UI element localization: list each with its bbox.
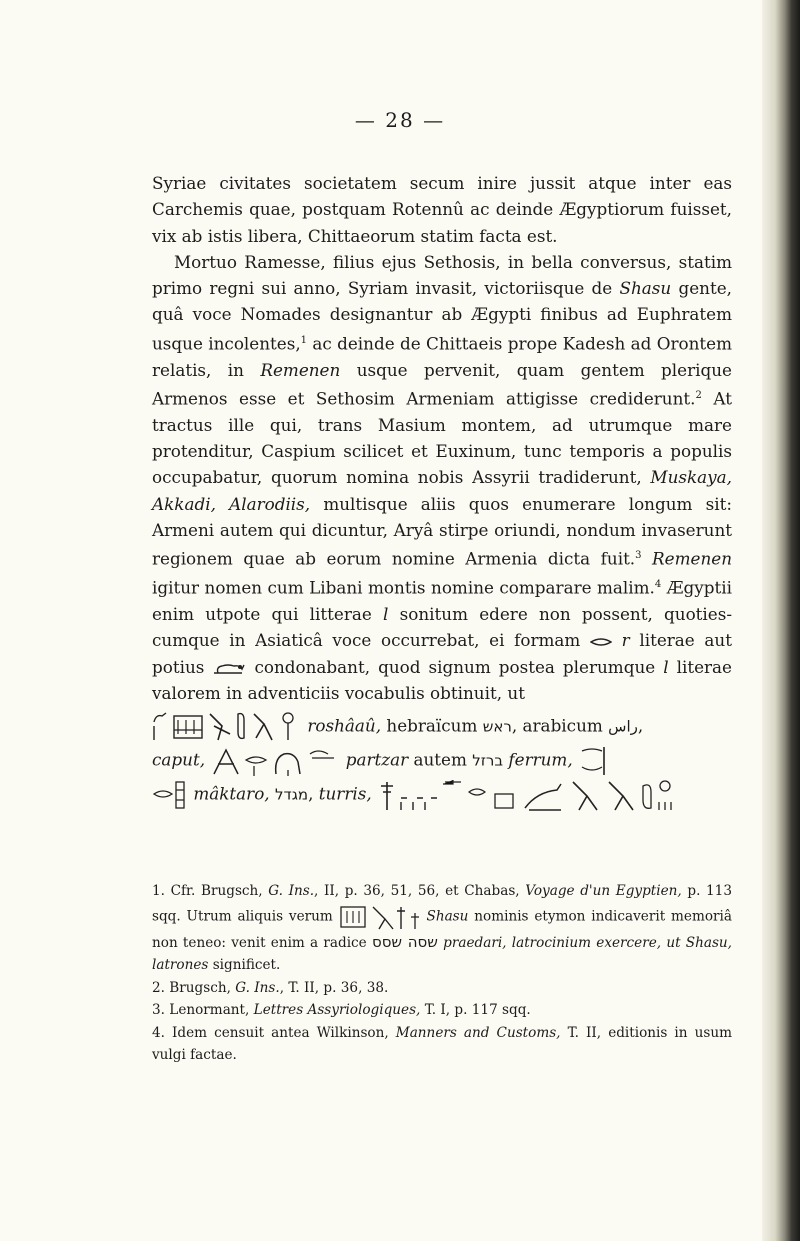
footnote-1: 1. Cfr. Brugsch, G. Ins., II, p. 36, 51, 56, et Chabas, Voyage d'un Egyptien, p. 113 sqq. Utrum aliquis verum Shasu nominis etymon indicaverit memoriâ non teneo: venit enim a radice שסה שסס praedari, latrocinium exercere, ut Shasu, latrones significet. [152, 883, 732, 973]
footnote-ref-1: 1 [300, 334, 308, 346]
hebrew-migdal: מגדל [274, 785, 309, 804]
metal-determinative-icon [578, 745, 608, 777]
footnotes [152, 880, 732, 1067]
page-number: — 28 — [354, 108, 446, 132]
arabic-ras: راس [608, 717, 638, 736]
footnote-ref-2: 2 [695, 389, 702, 401]
footnote-ref-3: 3 [635, 550, 642, 562]
paragraph-2: Mortuo Ramesse, filius ejus Sethosis, in bella conversus, statim primo regni sui anno, Syriam invasit, victoriisque de Shasu gente, quâ voce Nomades designantur ab Ægypti finibus ad Euphratem usque incolentes,$^1$ ac deinde de Chittaeis prope Kadesh ad Orontem relatis, in Remenen usque pervenit, quam gentem plerique Armenos esse et Sethosim Armeniam attigisse crediderunt.$^2$ At tractus ille qui, trans Masium montem, ad utrumque mare protenditur, Caspium scilicet et Euxinum, tunc temporis a populis occupabatur, quorum nomina nobis Assyrii tradiderunt, Muskaya, Akkadi, Alarodiis, multisque aliis quos enumerare longum sit: Armeni autem qui dicuntur, Aryâ stirpe oriundi, nondum invaserunt regionem quae ab eorum nomine Armenia dicta fuit.$^3$ Remenen igitur nomen cum Libani montis nomine comparare malim.$^4$ Ægyptii enim utpote qui litterae l sonitum edere non possent, quoties-cumque in Asiaticâ voce occurrebat, ei formam r literae aut potius condonabant, quod signum postea plerumque l literae valorem in adventiciis vocabulis obtinuit, ut [152, 251, 733, 704]
example-line-1: roshâaû, hebraïcum ראש, arabicum راس, [152, 710, 732, 744]
footnote-2: 2. Brugsch, G. Ins., T. II, p. 36, 38. [152, 979, 389, 996]
transliteration-roshaau: roshâaû, [307, 715, 382, 736]
footnote-4: 4. Idem censuit antea Wilkinson, Manners and Customs, T. II, editionis in usum vulgi factae. [152, 1024, 732, 1063]
mouth-hieroglyph-icon [590, 637, 612, 647]
example-line-3: mâktaro, מגדל, turris, [152, 778, 732, 812]
hieroglyph-group-roshaau [152, 710, 302, 744]
hebrew-barzel: ברזל [472, 751, 504, 770]
example-line-2: caput, partzar autem ברזל ferrum, [152, 744, 732, 778]
main-text [152, 170, 732, 812]
hieroglyph-group-partzar [210, 744, 340, 778]
paragraph-1: Syriae civitates societatem secum inire jussit atque inter eas Carchemis quae, postquam Rotennû ac deinde Ægyptiorum fuisset, vix ab istis libera, Chittaeorum statim facta est. [152, 173, 732, 246]
footnote-ref-4: 4 [654, 579, 662, 591]
hebrew-rosh: ראש [482, 717, 512, 736]
footnote-3: 3. Lenormant, Lettres Assyriologiques, T. I, p. 117 sqq. [152, 1002, 531, 1018]
hieroglyph-group-shasu [339, 903, 421, 931]
hebrew-root-shasa: שסה שסס [371, 932, 438, 951]
hieroglyph-group-turris [377, 778, 677, 812]
book-binding-edge [762, 0, 800, 1241]
lion-hieroglyph-icon [212, 661, 246, 675]
hieroglyph-group-maktaro [152, 780, 188, 810]
